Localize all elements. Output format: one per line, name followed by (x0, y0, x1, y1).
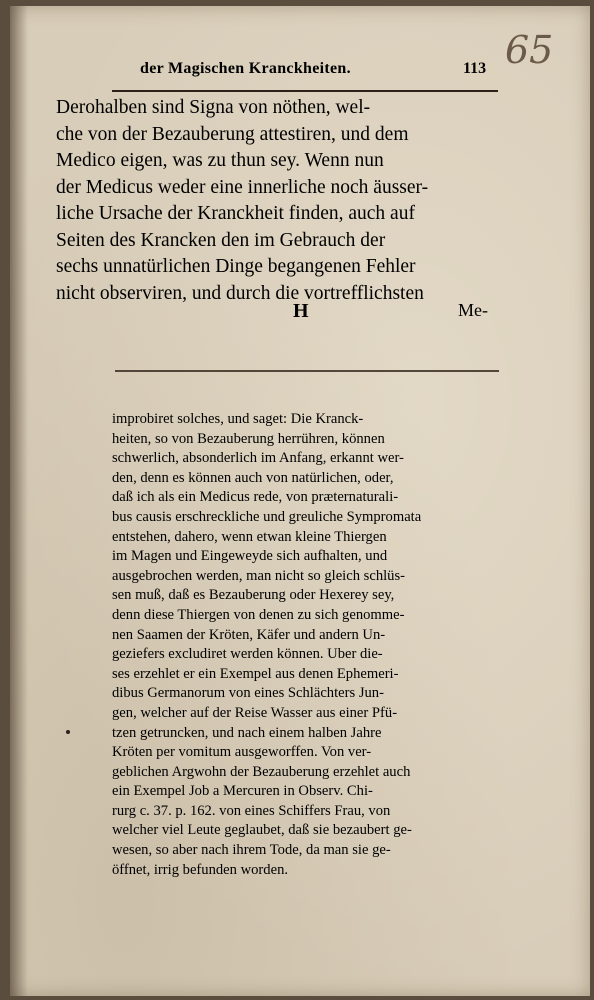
note-line: nen Saamen der Kröten, Käfer und andern Un- (112, 626, 386, 643)
main-line: Seiten des Krancken den im Gebrauch der (56, 229, 386, 251)
note-line: entstehen, dahero, wenn etwan kleine Thiergen (112, 528, 387, 545)
note-line: den, denn es können auch von natürlichen, oder, (112, 469, 394, 486)
note-line: geblichen Argwohn der Bezauberung erzehlet auch (112, 763, 411, 780)
note-line: Kröten per vomitum ausgeworffen. Von ver- (112, 744, 372, 761)
note-line: wesen, so aber nach ihrem Tode, da man sie ge- (112, 842, 391, 859)
note-line: schwerlich, absonderlich im Anfang, erkannt wer- (112, 450, 404, 467)
main-paragraph (56, 95, 498, 307)
ink-spot (66, 730, 70, 734)
note-line: öffnet, irrig befunden worden. (112, 861, 289, 878)
note-line: daß ich als ein Medicus rede, von præternaturali- (112, 489, 399, 506)
note-line: improbiret solches, und saget: Die Kranck- (112, 411, 364, 427)
note-line: geziefers excludiret werden können. Uber die- (112, 646, 383, 663)
main-line: che von der Bezauberung attestiren, und dem (56, 123, 409, 145)
note-line: ausgebrochen werden, man nicht so gleich schlüs- (112, 567, 406, 584)
note-line: dibus Germanorum von eines Schlächters Jun- (112, 685, 384, 702)
page-fold-rule (115, 370, 499, 372)
running-head: der Magischen Kranckheiten. (140, 60, 351, 77)
main-line: nicht observiren, und durch die vortrefflichsten (56, 282, 424, 304)
note-line: rurg c. 37. p. 162. von eines Schiffers Frau, von (112, 802, 391, 819)
note-line: welcher viel Leute geglaubet, daß sie bezaubert ge- (112, 822, 412, 839)
note-line: ses erzehlet er ein Exempel aus denen Ephemeri- (112, 665, 399, 682)
signature-mark: H (293, 300, 309, 322)
page-number: 113 (463, 60, 487, 77)
note-line: heiten, so von Bezauberung herrühren, können (112, 430, 385, 447)
note-line: denn diese Thiergen von denen zu sich genomme- (112, 606, 405, 623)
note-line: bus causis erschreckliche und greuliche Sympromata (112, 508, 422, 525)
main-line: liche Ursache der Kranckheit finden, auch auf (56, 203, 415, 224)
main-line: sechs unnatürlichen Dinge begangenen Fehler (56, 256, 416, 277)
catchword: Me- (458, 300, 488, 320)
note-line: ein Exempel Job a Mercuren in Observ. Chi- (112, 783, 373, 800)
main-line: Derohalben sind Signa von nöthen, wel- (56, 97, 371, 118)
main-line: der Medicus weder eine innerliche noch äusser- (56, 176, 429, 198)
main-line: Medico eigen, was zu thun sey. Wenn nun (56, 150, 384, 171)
note-line: im Magen und Eingeweyde sich aufhalten, und (112, 548, 388, 565)
note-line: gen, welcher auf der Reise Wasser aus einer Pfü- (112, 704, 398, 721)
handwritten-folio-number: 65 (505, 28, 554, 72)
footnote-block (112, 410, 502, 880)
page-gutter-shadow (10, 6, 28, 996)
note-line: sen muß, daß es Bezauberung oder Hexerey sey, (112, 587, 395, 604)
header-rule (112, 90, 498, 92)
note-line: tzen getruncken, und nach einem halben Jahre (112, 724, 382, 741)
